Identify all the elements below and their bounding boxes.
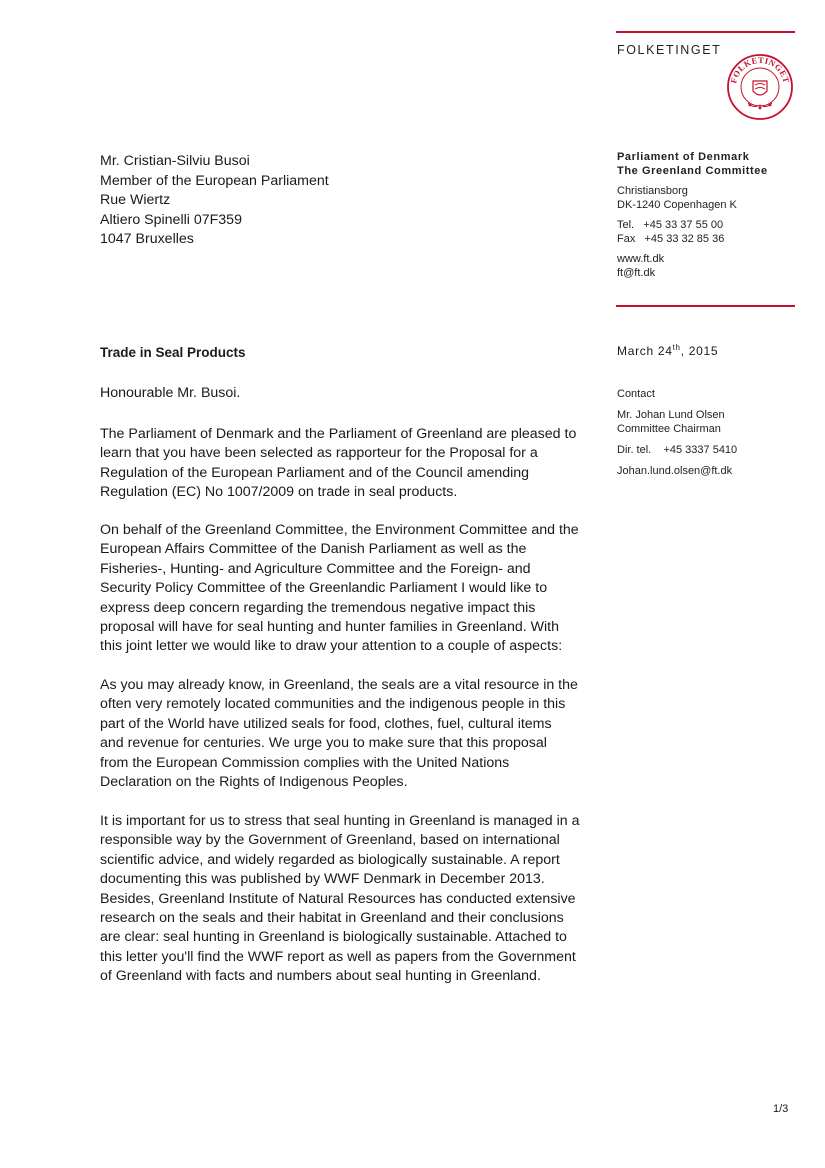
sender-tel: Tel. +45 33 37 55 00 bbox=[617, 219, 724, 231]
sender-name-line1: Parliament of Denmark bbox=[617, 151, 750, 163]
sender-address-line2: DK-1240 Copenhagen K bbox=[617, 199, 737, 211]
recipient-city: 1047 Bruxelles bbox=[100, 231, 194, 247]
sender-block bbox=[617, 150, 768, 280]
date-year: , 2015 bbox=[680, 344, 719, 358]
recipient-name: Mr. Cristian-Silviu Busoi bbox=[100, 153, 250, 169]
organization-name: FOLKETINGET bbox=[617, 43, 722, 57]
sender-address-line1: Christiansborg bbox=[617, 185, 688, 197]
recipient-building: Altiero Spinelli 07F359 bbox=[100, 211, 242, 228]
header-rule-top bbox=[616, 31, 795, 33]
sender-email[interactable]: ft@ft.dk bbox=[617, 267, 656, 279]
seal-text: FOLKETINGET bbox=[728, 54, 792, 85]
recipient-street: Rue Wiertz bbox=[100, 192, 171, 208]
svg-text:FOLKETINGET bbox=[728, 55, 791, 84]
date-suffix: th bbox=[672, 343, 681, 352]
parliament-seal-icon bbox=[726, 53, 794, 121]
body-paragraph-1: The Parliament of Denmark and the Parliament of Greenland are pleased to learn that you have been selected as rapporteur for the Proposal for a Regulation of the European Parliament and of the Council amending Regulation (EC) No 1007/2009 on trade in seal products. bbox=[100, 426, 577, 501]
header-rule-bottom bbox=[616, 305, 795, 307]
body-paragraph-3: As you may already know, in Greenland, the seals are a vital resource in the often very remotely located communities and the indigenous people in this part of the World have utilized seals for food, clothes, fuel, cultural items and revenue for centuries. We urge you to make sure that this proposal from the European Commission complies with the United Nations Declaration on the Rights of Indigenous Peoples. bbox=[100, 677, 578, 791]
contact-dir-tel: Dir. tel. +45 3337 5410 bbox=[617, 444, 738, 456]
page-number: 1/3 bbox=[773, 1103, 789, 1115]
contact-block bbox=[617, 387, 737, 478]
sender-fax: Fax +45 33 32 85 36 bbox=[617, 233, 725, 245]
letter-salutation: Honourable Mr. Busoi. bbox=[100, 385, 241, 401]
letter-date bbox=[617, 343, 718, 358]
sender-name-line2: The Greenland Committee bbox=[617, 165, 768, 177]
contact-email[interactable]: Johan.lund.olsen@ft.dk bbox=[617, 465, 733, 477]
contact-heading: Contact bbox=[617, 388, 655, 400]
sender-website[interactable]: www.ft.dk bbox=[617, 253, 665, 265]
letter-subject: Trade in Seal Products bbox=[100, 345, 246, 360]
body-paragraph-4: It is important for us to stress that seal hunting in Greenland is managed in a responsible way by the Government of Greenland, based on international scientific advice, and widely regarded as biologically sustainable. A report documenting this was published by WWF Denmark in December 2013. Besides, Greenland Institute of Natural Resources has conducted extensive research on the seals and their habitat in Greenland and their conclusions are clear: seal hunting in Greenland is biologically sustainable. Attached to this letter you'll find the WWF report as well as papers from the Government of Greenland with facts and numbers about seal hunting in Greenland. bbox=[100, 813, 580, 985]
contact-name: Mr. Johan Lund Olsen bbox=[617, 409, 725, 421]
date-prefix: March 24 bbox=[617, 344, 673, 358]
body-paragraph-2: On behalf of the Greenland Committee, the Environment Committee and the European Affairs Committee of the Danish Parliament as well as the Fisheries-, Hunting- and Agriculture Committee and the Foreign- and Security Policy Committee of the Greenlandic Parliament I would like to express deep concern regarding the tremendous negative impact this proposal will have for seal hunting and hunter families in Greenland. With this joint letter we would like to draw your attention to a couple of aspects: bbox=[100, 522, 579, 655]
recipient-address bbox=[100, 152, 329, 250]
recipient-title: Member of the European Parliament bbox=[100, 172, 329, 189]
contact-role: Committee Chairman bbox=[617, 423, 721, 435]
